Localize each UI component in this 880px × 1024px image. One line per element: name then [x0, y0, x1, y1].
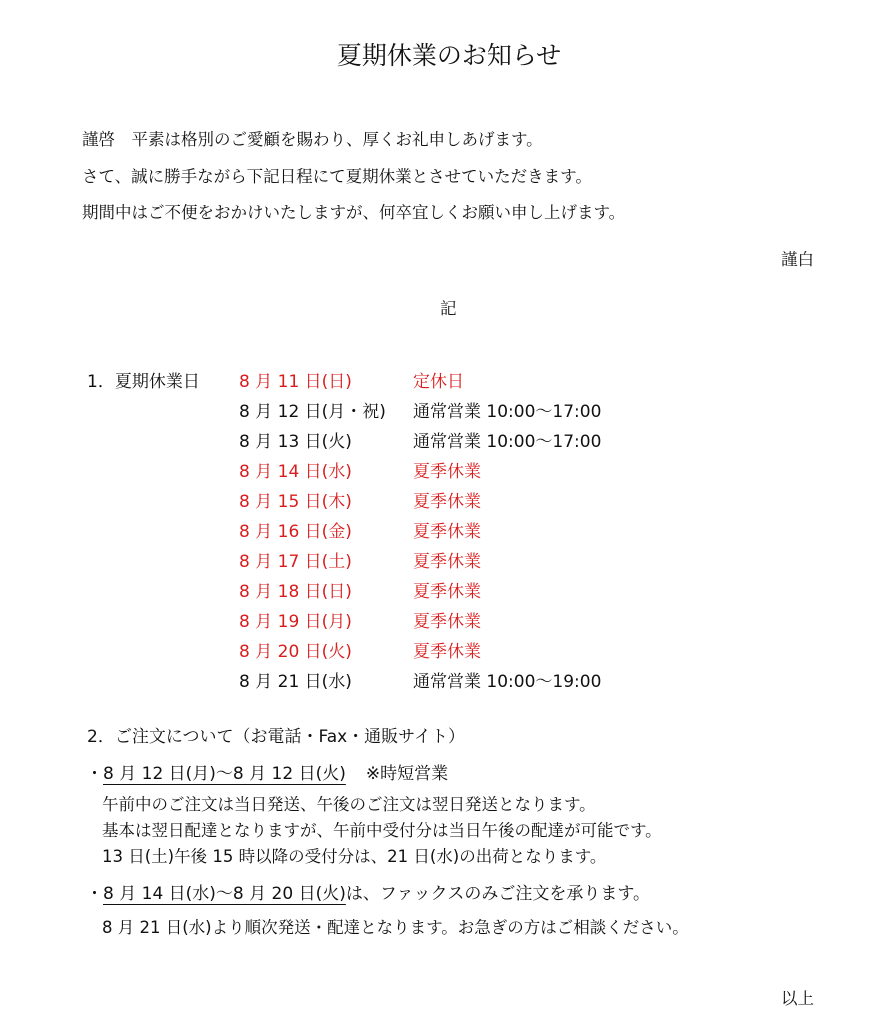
schedule-date: 8 月 18 日(日)	[239, 582, 352, 602]
schedule-status: 通常営業 10:00～19:00	[413, 672, 602, 692]
order-note-2: 基本は翌日配達となりますが、午前中受付分は当日午後の配達が可能です。	[102, 821, 662, 840]
schedule-status: 夏季休業	[413, 522, 481, 542]
schedule-status: 通常営業 10:00～17:00	[413, 402, 602, 422]
order-item-1	[86, 759, 448, 784]
bullet: ・	[86, 764, 103, 784]
schedule-date: 8 月 14 日(水)	[239, 462, 352, 482]
closing-kinpaku: 謹白	[781, 250, 814, 269]
page-title: 夏期休業のお知らせ	[336, 41, 562, 70]
date-range-2: 8 月 14 日(水)～8 月 20 日(火)	[103, 884, 346, 904]
schedule-date: 8 月 15 日(木)	[239, 492, 352, 512]
schedule-status: 通常営業 10:00～17:00	[413, 432, 602, 452]
schedule-date: 8 月 16 日(金)	[239, 522, 352, 542]
schedule-status: 定休日	[413, 372, 464, 392]
schedule-status: 夏季休業	[413, 552, 481, 572]
schedule-date: 8 月 19 日(月)	[239, 612, 352, 632]
order-note-1: 午前中のご注文は当日発送、午後のご注文は翌日発送となります。	[102, 795, 596, 814]
order-item-2	[86, 879, 650, 904]
schedule-date: 8 月 11 日(日)	[239, 372, 352, 392]
schedule-date: 8 月 12 日(月・祝)	[239, 402, 386, 422]
section2-label: 2．ご注文について（お電話・Fax・通販サイト）	[87, 727, 465, 747]
intro-line-3: 期間中はご不便をおかけいたしますが、何卒宜しくお願い申し上げます。	[82, 203, 626, 222]
closing-ijou: 以上	[781, 989, 814, 1008]
intro-line-2: さて、誠に勝手ながら下記日程にて夏期休業とさせていただきます。	[82, 167, 592, 186]
fax-only-text: は、ファックスのみご注文を承ります。	[345, 884, 650, 904]
intro-line-1: 謹啓 平素は格別のご愛顧を賜わり、厚くお礼申しあげます。	[82, 130, 543, 149]
schedule-status: 夏季休業	[413, 612, 481, 632]
date-range-1: 8 月 12 日(月)～8 月 12 日(火)	[103, 764, 346, 784]
schedule-status: 夏季休業	[413, 582, 481, 602]
bullet: ・	[86, 884, 103, 904]
schedule-status: 夏季休業	[413, 492, 481, 512]
ki-heading: 記	[440, 299, 457, 318]
order-note-3: 13 日(土)午後 15 時以降の受付分は、21 日(水)の出荷となります。	[102, 847, 607, 866]
schedule-status: 夏季休業	[413, 462, 481, 482]
schedule-date: 8 月 17 日(土)	[239, 552, 352, 572]
schedule-date: 8 月 20 日(火)	[239, 642, 352, 662]
order-note-4: 8 月 21 日(水)より順次発送・配達となります。お急ぎの方はご相談ください。	[102, 918, 689, 937]
schedule-status: 夏季休業	[413, 642, 481, 662]
schedule-date: 8 月 13 日(火)	[239, 432, 352, 452]
short-hours-note: ※時短営業	[365, 764, 449, 784]
section1-label: 1．夏期休業日	[87, 372, 200, 392]
schedule-date: 8 月 21 日(水)	[239, 672, 352, 692]
